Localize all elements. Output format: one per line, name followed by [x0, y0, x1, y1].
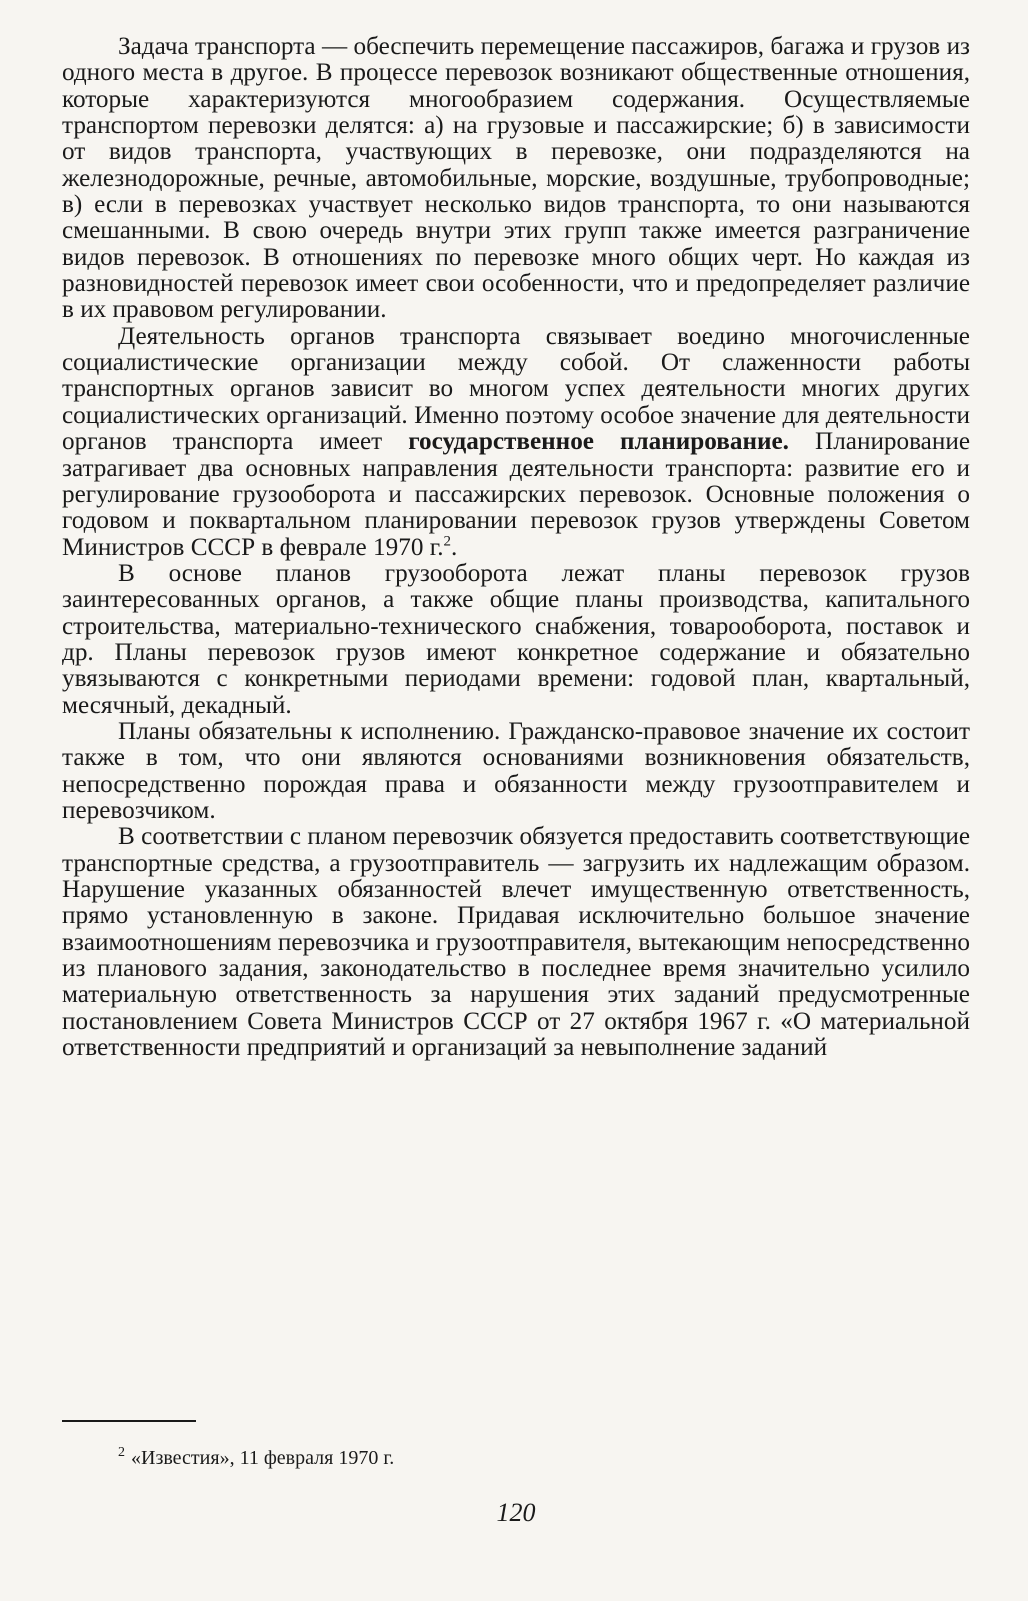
paragraph-1-text: Задача транспорта — обеспечить перемещение пассажиров, багажа и грузов из одного места в другое. В процессе перевозок возникают общественные отношения, которые характеризуются многообразием содержания. Осуществляемые транспортом перевозки делятся: а) на грузовые и пассажирские; б) в зависимости от видов транспорта, участвующих в перевозке, они подразделяются на железнодорожные, речные, автомобильные, морские, воздушные, трубопроводные; в) если в перевозках участвует несколько видов транспорта, то они называются смешанными. В свою очередь внутри этих групп также имеется разграничение видов перевозок. В отношениях по перевозке много общих черт. Но каждая из разновидностей перевозок имеет свои особенности, что и предопределяет различие в их правовом регулировании.: [62, 33, 970, 324]
paragraph-1: [62, 34, 970, 324]
paragraph-5-text: В соответствии с планом перевозчик обязуется предоставить соответствующие транспортные средства, а грузоотправитель — загрузить их надлежащим образом. Нарушение указанных обязанностей влечет имущественную ответственность, прямо установленную в законе. Придавая исключительно большое значение взаимоотношениям перевозчика и грузоотправителя, вытекающим непосредственно из планового задания, законодательство в последнее время значительно усилило материальную ответственность за нарушения этих заданий предусмотренные постановлением Совета Министров СССР от 27 октября 1967 г. «О материальной ответственности предприятий и организаций за невыполнение заданий: [62, 823, 970, 1062]
footnote-reference[interactable]: 2: [443, 533, 451, 550]
footnote-text: «Известия», 11 февраля 1970 г.: [131, 1447, 395, 1469]
paragraph-2-text-start: Деятельность органов транспорта связывает воедино многочисленные социалистические организации между собой. От слаженности работы транспортных органов зависит во многом успех деятельности многих других социалистических организаций. Именно поэтому особое значение для деятельности органов транспорта имеет: [62, 322, 970, 456]
footnote-divider: [62, 1420, 196, 1422]
document-page: [62, 34, 970, 1574]
paragraph-3-text: В основе планов грузооборота лежат планы перевозок грузов заинтересованных органов, а также общие планы производства, капитального строительства, материально-технического снабжения, товарооборота, поставок и др. Планы перевозок грузов имеют конкретное содержание и обязательно увязываются с конкретными периодами времени: годовой план, квартальный, месячный, декадный.: [62, 559, 970, 719]
paragraph-2-tail: .: [451, 533, 458, 561]
footnote-number: 2: [118, 1445, 125, 1461]
main-text: [62, 34, 970, 1061]
page-number: 120: [496, 1498, 536, 1527]
paragraph-2-text-end: Планирование затрагивает два основных направления деятельности транспорта: развитие его и регулирование грузооборота и пассажирских перевозок. Основные положения о годовом и поквартальном планировании перевозок грузов утверждены Советом Министров СССР в феврале 1970 г.: [62, 428, 970, 561]
paragraph-2: [62, 324, 970, 561]
footnote: [118, 1446, 394, 1470]
paragraph-3: [62, 561, 970, 719]
emphasis-term: государственное планирование.: [408, 428, 789, 456]
paragraph-4: [62, 719, 970, 824]
paragraph-5: [62, 824, 970, 1061]
paragraph-4-text: Планы обязательны к исполнению. Гражданско-правовое значение их состоит также в том, что они являются основаниями возникновения обязательств, непосредственно порождая права и обязанности между грузоотправителем и перевозчиком.: [62, 717, 970, 824]
